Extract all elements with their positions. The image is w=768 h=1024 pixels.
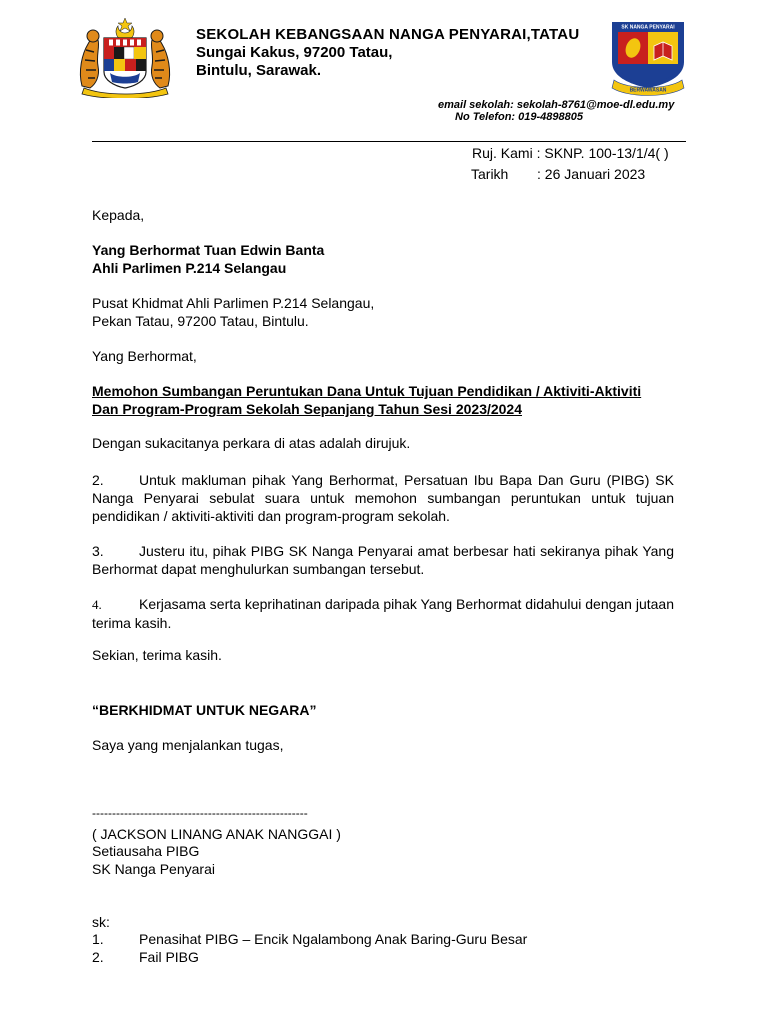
motto: “BERKHIDMAT UNTUK NEGARA”: [92, 702, 317, 718]
signatory-position: Setiausaha PIBG: [92, 843, 200, 859]
paragraph-1: Dengan sukacitanya perkara di atas adalah dirujuk.: [92, 435, 411, 451]
address-line-2: Bintulu, Sarawak.: [196, 62, 322, 79]
paragraph-4-text: Kerjasama serta keprihatinan daripada pihak Yang Berhormat didahului dengan jutaan terima kasih.: [92, 596, 674, 631]
sign-off: Saya yang menjalankan tugas,: [92, 737, 284, 753]
subject-line-1: Memohon Sumbangan Peruntukan Dana Untuk Tujuan Pendidikan / Aktiviti-Aktiviti: [92, 383, 642, 399]
header-divider: [92, 141, 686, 142]
paragraph-3: [92, 542, 674, 578]
ref-label: Ruj. Kami: [472, 145, 533, 161]
recipient-address-1: Pusat Khidmat Ahli Parlimen P.214 Selangau,: [92, 295, 375, 311]
school-name: SEKOLAH KEBANGSAAN NANGA PENYARAI,TATAU: [196, 26, 580, 43]
cc-item-text: Fail PIBG: [139, 949, 199, 965]
school-email: email sekolah: sekolah-8761@moe-dl.edu.my: [438, 99, 675, 111]
cc-item-number: 1.: [92, 931, 104, 947]
paragraph-3-text: Justeru itu, pihak PIBG SK Nanga Penyarai amat berbesar hati sekiranya pihak Yang Berhormat dapat menghulurkan sumbangan tersebut.: [92, 543, 674, 577]
paragraph-2: [92, 471, 674, 525]
cc-item-text: Penasihat PIBG – Encik Ngalambong Anak Baring-Guru Besar: [139, 931, 528, 947]
address-line-1: Sungai Kakus, 97200 Tatau,: [196, 44, 393, 61]
subject-line-2: Dan Program-Program Sekolah Sepanjang Tahun Sesi 2023/2024: [92, 401, 523, 417]
paragraph-3-number: 3.: [92, 543, 104, 559]
paragraph-2-text: Untuk makluman pihak Yang Berhormat, Persatuan Ibu Bapa Dan Guru (PIBG) SK Nanga Penyarai sebulat suara untuk memohon sumbangan peruntukan untuk tujuan pendidikan / aktiviti-aktiviti dan program-program sekolah.: [92, 472, 674, 524]
date-value: : 26 Januari 2023: [537, 166, 646, 182]
crest-top-text: SK NANGA PENYARAI: [621, 24, 675, 31]
recipient-address-2: Pekan Tatau, 97200 Tatau, Bintulu.: [92, 313, 309, 329]
date-label: Tarikh: [471, 166, 509, 182]
cc-item: [92, 930, 527, 948]
greeting: Yang Berhormat,: [92, 348, 197, 364]
cc-item: [92, 948, 199, 966]
paragraph-2-number: 2.: [92, 472, 104, 488]
recipient-title: Ahli Parlimen P.214 Selangau: [92, 260, 287, 276]
school-phone: No Telefon: 019-4898805: [455, 111, 583, 123]
cc-label: sk:: [92, 914, 110, 930]
ref-value: : SKNP. 100-13/1/4( ): [536, 145, 669, 161]
to-label: Kepada,: [92, 207, 145, 223]
coat-of-arms-logo: [76, 16, 174, 98]
recipient-name: Yang Berhormat Tuan Edwin Banta: [92, 242, 325, 258]
cc-item-number: 2.: [92, 949, 104, 965]
letter-date: [471, 165, 645, 183]
closing-line: Sekian, terima kasih.: [92, 647, 222, 663]
crest-motto: BERWAWASAN: [629, 87, 667, 94]
paragraph-4: [92, 595, 674, 632]
signature-line: ------------------------------------------------------: [92, 806, 308, 820]
reference-number: [472, 144, 669, 162]
signatory-name: ( JACKSON LINANG ANAK NANGGAI ): [92, 826, 341, 842]
signatory-school: SK Nanga Penyarai: [92, 861, 215, 877]
paragraph-4-number: 4.: [92, 597, 102, 612]
school-crest-logo: [608, 18, 688, 98]
